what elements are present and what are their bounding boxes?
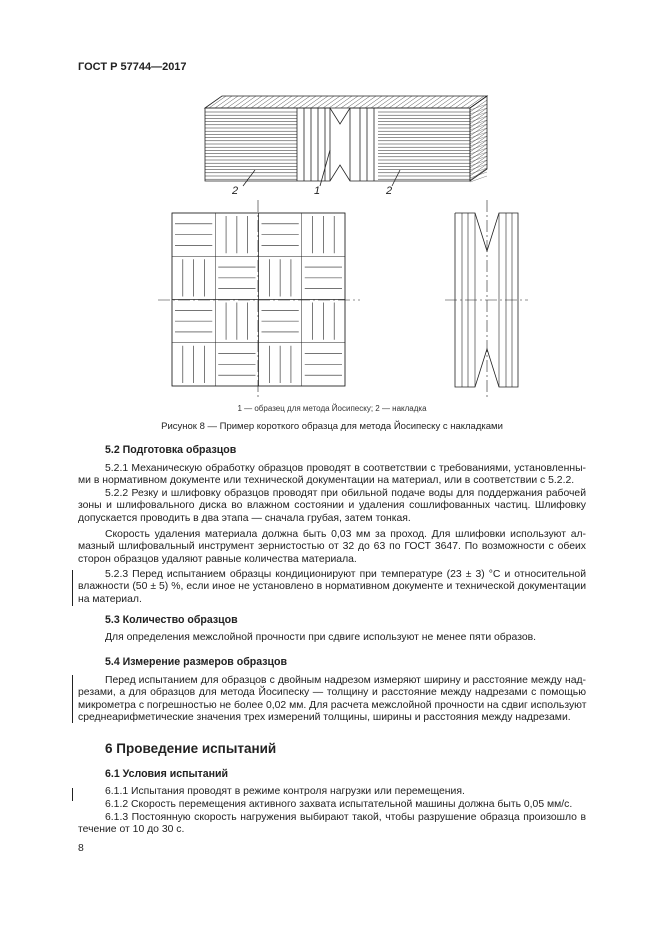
section-5-2-heading: 5.2 Подготовка образцов [105,444,237,456]
text-line: 6.1.2 Скорость перемещения активного захвата испытательной машины должна быть 0,05 мм/с. [105,799,573,810]
drawing-line [470,160,487,166]
paragraph-6-1-3 [78,812,586,837]
drawing-line [470,116,487,122]
change-bar [72,675,73,723]
paragraph-6-1-2 [78,799,586,811]
text-line: 5.2.3 Перед испытанием образцы кондиционируют при температуре (23 ± 3) °С и относительной [105,569,586,580]
text-line: зоны и шлифовального диска во влажном состоянии и удаления сошлифованных частиц. Шлифовку [78,500,586,512]
section-5-4-heading: 5.4 Измерение размеров образцов [105,656,288,668]
text-line: микрометра с погрешностью не более 0,02 мм. Для расчета межслойной прочности на сдвиг используют [78,699,587,711]
text-line: на материал. [78,593,142,605]
drawing-line [470,172,487,178]
drawing-line [470,140,487,146]
paragraph-5-2-2 [78,488,586,525]
text-line: течение от 10 до 30 с. [78,824,185,836]
paragraph-6-1-1 [78,786,586,798]
figure-caption: Рисунок 8 — Пример короткого образца для метода Йосипеску с накладками [161,421,503,432]
paragraph-5-2-3 [78,569,586,606]
figure-8-drawing [0,0,661,400]
drawing-line [470,136,487,142]
text-line: Для определения межслойной прочности при сдвиге используют не менее пяти образов. [105,632,537,643]
drawing-line [470,112,487,118]
change-bar [72,570,73,606]
text-line: ми в нормативном документе или технической документации на материал, или в соответствии с 5.2.2. [78,475,575,487]
figure-label-2-right: 2 [386,185,393,197]
document-header: ГОСТ Р 57744—2017 [78,61,187,73]
text-line: 5.2.1 Механическую обработку образцов проводят в соответствии с требованиями, установленны- [105,463,586,474]
drawing-line [243,170,255,186]
section-5-3-heading: 5.3 Количество образцов [105,614,238,626]
text-line: 6.1.3 Постоянную скорость нагружения выбирают такой, чтобы разрушение образца произошло в [105,812,586,823]
section-6-1-heading: 6.1 Условия испытаний [105,768,229,780]
figure-label-2-left: 2 [232,185,239,197]
change-bar [72,788,73,801]
drawing-line [470,156,487,162]
text-line: 6.1.1 Испытания проводят в режиме контроля нагрузки или перемещения. [105,786,465,797]
drawing-line [470,164,487,170]
drawing-line [470,108,487,114]
text-line: влажности (50 ± 5) %, если иное не установлено в нормативном документе и технической документации [78,581,586,593]
text-line: резами, а для образцов для метода Йосипеску — толщину и расстояние между надрезами с помощью [78,687,586,699]
text-line: среднеарифметические значения трех измерений толщины, ширины и расстояния между надрезами. [78,711,571,723]
text-line: Перед испытанием для образцов с двойным надрезом измеряют ширину и расстояние между над- [105,675,586,686]
page-number: 8 [78,843,84,854]
drawing-line [470,144,487,150]
figure-label-1: 1 [314,185,321,197]
drawing-line [470,148,487,154]
drawing-line [470,132,487,138]
figure-legend: 1 — образец для метода Йосипеску; 2 — накладка [237,404,427,413]
drawing-line [470,152,487,158]
drawing-line [470,104,487,110]
section-6-heading: 6 Проведение испытаний [105,741,277,756]
drawing-line [470,120,487,126]
paragraph-removal-rate [78,529,586,566]
text-line: сторон образцов удаляют равные количества материала. [78,553,357,565]
text-line: 5.2.2 Резку и шлифовку образцов проводят при обильной подаче воды для поддержания рабочей [105,488,586,499]
text-line: Скорость удаления материала должна быть 0,03 мм за проход. Для шлифовки используют ал- [105,529,586,540]
paragraph-5-2-1 [78,463,586,488]
text-line: допускается проводить в два этапа — сначала грубая, затем тонкая. [78,512,411,524]
drawing-line [470,124,487,130]
paragraph-5-4 [78,675,586,724]
drawing-line [392,170,400,186]
drawing-line [470,128,487,134]
text-line: мазный шлифовальный инструмент зернистостью от 32 до 63 по ГОСТ 3647. По возможности с обеих [78,541,586,553]
paragraph-5-3 [78,632,586,644]
block-front-face [205,108,470,181]
